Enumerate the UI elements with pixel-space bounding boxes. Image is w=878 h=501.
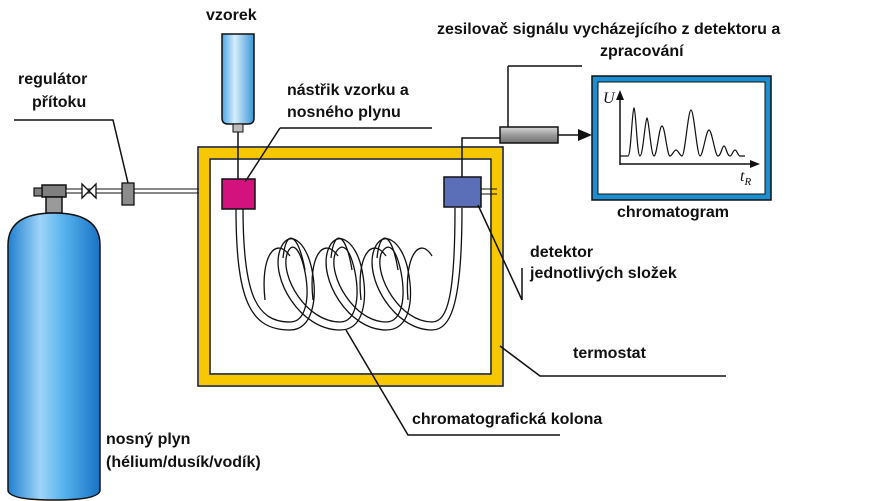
label-sample: vzorek <box>206 7 257 24</box>
label-injection-line1: nástřik vzorku a <box>287 82 409 99</box>
label-flow-regulator-line1: regulátor <box>18 71 88 88</box>
injector-block <box>222 179 255 209</box>
label-detector-line1: detektor <box>530 244 594 261</box>
gas-inlet-line <box>66 183 220 205</box>
label-thermostat: termostat <box>573 345 646 362</box>
label-carrier-gas-line2: (hélium/dusík/vodík) <box>106 454 261 471</box>
amplifier <box>500 127 558 143</box>
label-carrier-gas-line1: nosný plyn <box>106 431 191 448</box>
label-amplifier-line1: zesilovač signálu vycházejícího z detektoru a <box>437 21 781 38</box>
label-amplifier-line2: zpracování <box>600 43 684 60</box>
label-chromatogram: chromatogram <box>617 204 730 221</box>
chromatogram-x-axis-label: $t_R$ <box>740 168 752 189</box>
label-flow-regulator-line2: přítoku <box>32 94 87 111</box>
label-injection-line2: nosného plynu <box>287 104 401 121</box>
gas-cylinder <box>8 185 100 500</box>
label-column: chromatografická kolona <box>412 411 603 428</box>
chromatogram-y-axis-label: U <box>603 90 615 107</box>
label-detector-line2: jednotlivých složek <box>530 265 677 282</box>
